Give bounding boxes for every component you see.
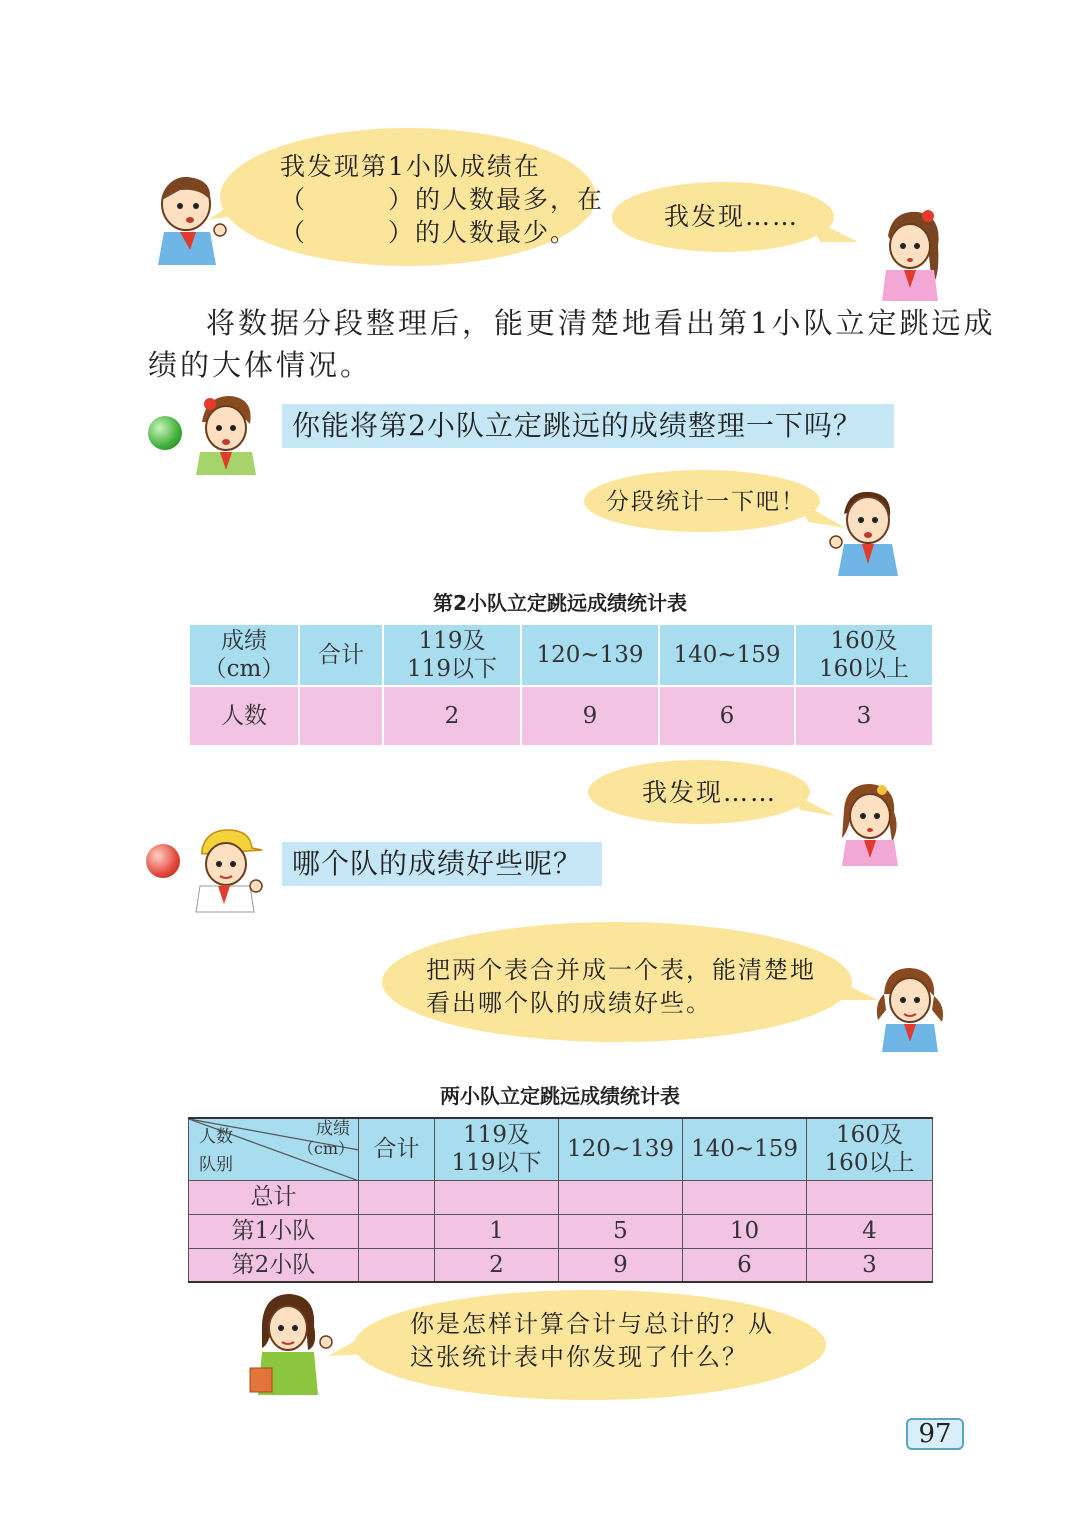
table2-row-value [683, 1180, 807, 1214]
table1-row-label: 人数 [189, 686, 299, 746]
teacher-character-icon [246, 1290, 338, 1395]
girl-character-icon [872, 206, 952, 301]
table2-row-value: 1 [435, 1214, 559, 1248]
table1-header-range4: 160及 160以上 [795, 624, 933, 686]
boy-character-icon [828, 486, 908, 576]
table2-row-value [435, 1180, 559, 1214]
bubble-tail [328, 1336, 368, 1362]
table2-row-label: 第2小队 [189, 1248, 359, 1282]
table2-header-range4: 160及 160以上 [807, 1118, 933, 1180]
green-ball-icon [148, 416, 182, 450]
table2-row-value: 3 [807, 1248, 933, 1282]
table1-header-score: 成绩 （cm） [189, 624, 299, 686]
table2-row-value [559, 1180, 683, 1214]
table1-row-value: 2 [383, 686, 521, 746]
boy-cap-character-icon [188, 824, 268, 912]
table1-header-total: 合计 [299, 624, 383, 686]
bubble-tail [810, 218, 860, 248]
red-ball-icon [146, 844, 180, 878]
table1-row-total [299, 686, 383, 746]
table-row [189, 1180, 933, 1214]
table1-row-value: 3 [795, 686, 933, 746]
table-row [189, 686, 933, 746]
bubble-girl-text: 我发现…… [664, 202, 800, 231]
table1-header-range3: 140~159 [659, 624, 795, 686]
table2 [188, 1117, 933, 1283]
question-bubble-1: 你能将第2小队立定跳远的成绩整理一下吗？ [282, 404, 894, 448]
table1 [188, 623, 934, 747]
table-row [189, 1214, 933, 1248]
table2-row-value: 10 [683, 1214, 807, 1248]
bubble-girl2-text: 我发现…… [642, 778, 778, 807]
table2-row-value: 4 [807, 1214, 933, 1248]
table2-row-total [359, 1248, 435, 1282]
bubble-segment-text: 分段统计一下吧！ [606, 489, 806, 515]
table2-row-value: 6 [683, 1248, 807, 1282]
table2-header-row [189, 1118, 933, 1180]
table1-title: 第2小队立定跳远成绩统计表 [433, 591, 687, 615]
table-row [189, 1248, 933, 1282]
girl-character-icon [870, 964, 950, 1052]
table1-row-value: 9 [521, 686, 659, 746]
table2-row-total [359, 1180, 435, 1214]
girl-character-icon [188, 390, 268, 475]
table1-header-range2: 120~139 [521, 624, 659, 686]
table2-row-value: 5 [559, 1214, 683, 1248]
paragraph-text: 将数据分段整理后，能更清楚地看出第1小队立定跳远成 绩的大体情况。 [148, 306, 996, 382]
table2-header-range3: 140~159 [683, 1118, 807, 1180]
table2-row-value [807, 1180, 933, 1214]
table1-header-row [189, 624, 933, 686]
table2-row-label: 总计 [189, 1180, 359, 1214]
diag-unit-label: （cm） [297, 1139, 354, 1158]
girl-character-icon [830, 778, 910, 866]
table2-header-total: 合计 [359, 1118, 435, 1180]
table2-diagonal-header [189, 1118, 359, 1180]
bubble-teacher-text: 你是怎样计算合计与总计的？从 这张统计表中你发现了什么？ [410, 1310, 774, 1371]
diag-score-label: 成绩 [316, 1119, 350, 1139]
question-bubble-2: 哪个队的成绩好些呢？ [282, 842, 602, 886]
bubble-tail [208, 200, 248, 230]
table2-header-range2: 120~139 [559, 1118, 683, 1180]
diag-people-label: 人数 [199, 1127, 233, 1147]
diag-team-label: 队别 [199, 1155, 233, 1175]
table2-row-value: 2 [435, 1248, 559, 1282]
table2-row-label: 第1小队 [189, 1214, 359, 1248]
table1-header-range1: 119及 119以下 [383, 624, 521, 686]
page-number: 97 [906, 1418, 964, 1450]
table1-row-value: 6 [659, 686, 795, 746]
bubble-merge-text: 把两个表合并成一个表，能清楚地 看出哪个队的成绩好些。 [426, 956, 816, 1017]
bubble-boy-text: 我发现第1小队成绩在 （ ）的人数最多，在 （ ）的人数最少。 [280, 152, 605, 247]
table2-row-value: 9 [559, 1248, 683, 1282]
table2-row-total [359, 1214, 435, 1248]
table2-title: 两小队立定跳远成绩统计表 [440, 1084, 680, 1108]
table2-header-range1: 119及 119以下 [435, 1118, 559, 1180]
